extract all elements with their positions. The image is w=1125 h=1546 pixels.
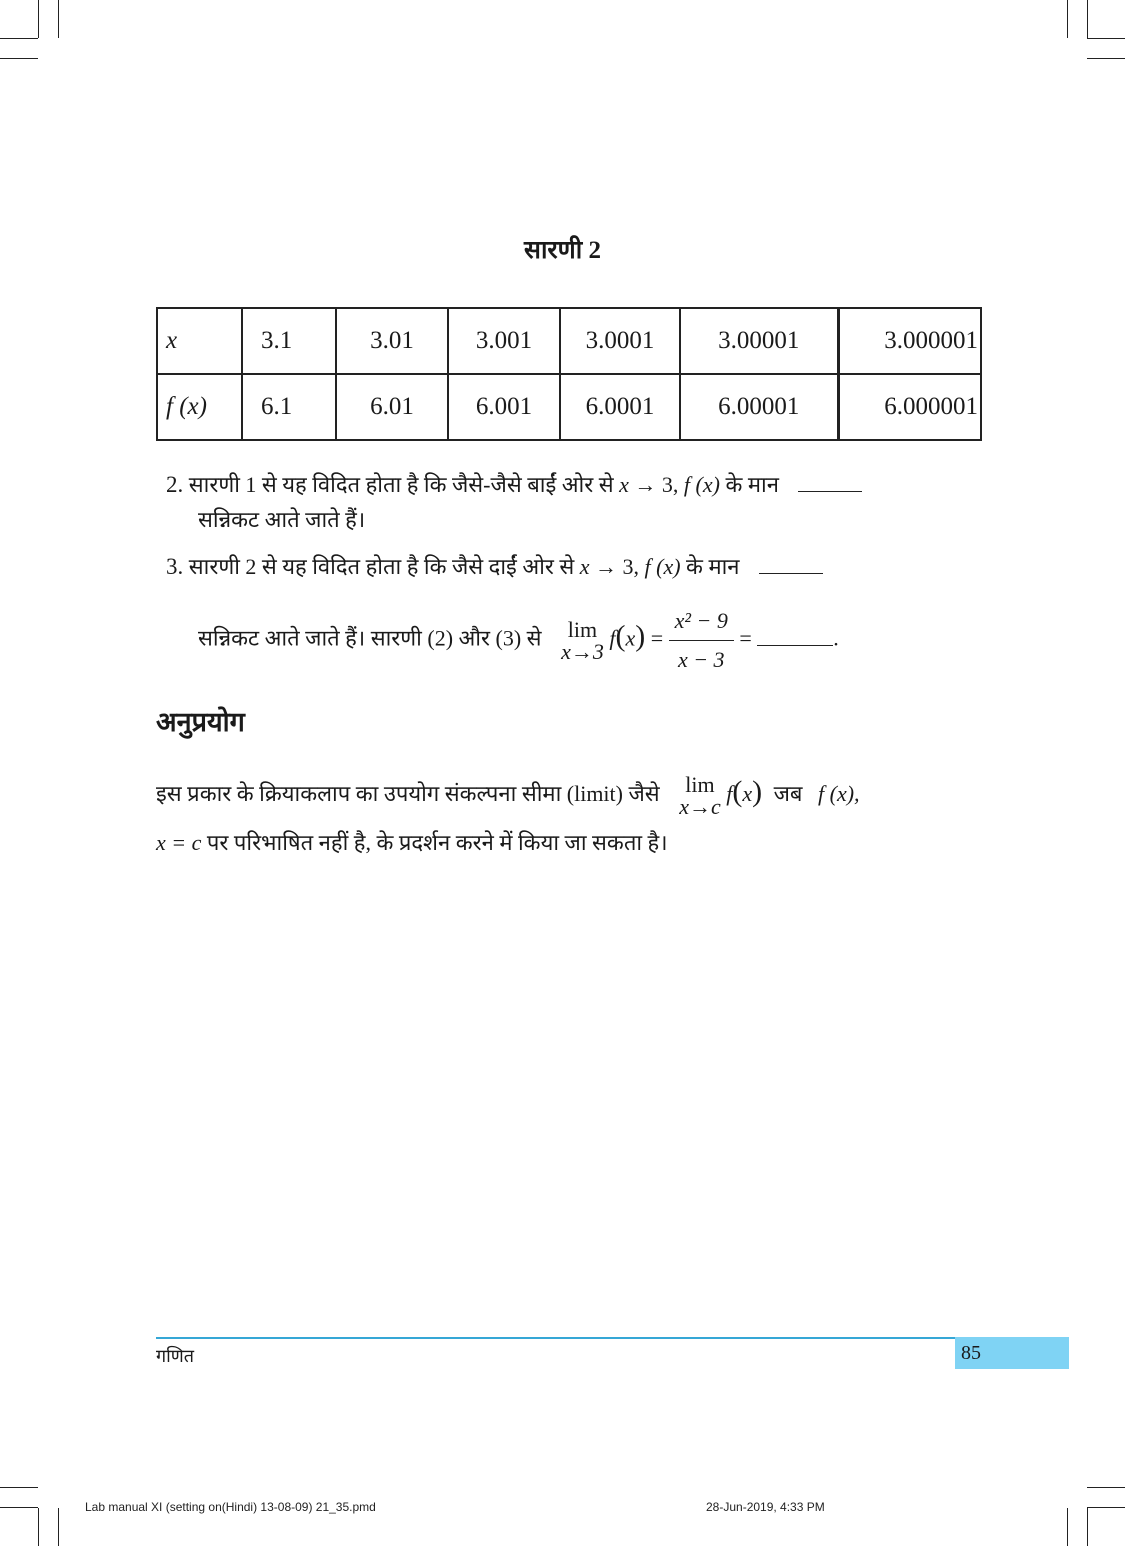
crop-mark <box>38 1508 39 1546</box>
footer-subject: गणित <box>156 1346 195 1366</box>
page-number: 85 <box>955 1337 1069 1369</box>
fill-blank <box>757 625 833 646</box>
item-text: के मान <box>725 472 779 497</box>
table-cell: 3.00001 <box>680 308 838 374</box>
section-title: अनुप्रयोग <box>156 707 245 737</box>
values-table <box>156 307 982 441</box>
file-slug: Lab manual XI (setting on(Hindi) 13-08-09) 21_35.pmd <box>85 1500 376 1514</box>
crop-mark <box>58 0 59 38</box>
fill-blank <box>798 471 862 492</box>
table-cell: 6.000001 <box>838 374 981 440</box>
fraction-denominator: x − 3 <box>677 647 725 672</box>
math-expression: x = c <box>156 830 202 855</box>
crop-mark <box>0 38 38 39</box>
crop-mark <box>1087 1508 1088 1546</box>
table-cell: x <box>157 308 242 374</box>
limit-expression <box>679 774 721 818</box>
crop-mark <box>0 1487 38 1488</box>
crop-mark <box>38 0 39 38</box>
table-cell: 3.000001 <box>838 308 981 374</box>
crop-mark <box>1087 0 1088 38</box>
math-variable: x <box>625 625 636 651</box>
table-cell: 3.1 <box>242 308 336 374</box>
crop-mark <box>1067 0 1068 38</box>
item-number: 3. <box>166 554 184 579</box>
body-text: इस प्रकार के क्रियाकलाप का उपयोग संकल्पना सीमा (limit) जैसे <box>156 781 660 807</box>
fraction-numerator: x² − 9 <box>669 604 734 641</box>
item-number: 2. <box>166 472 184 497</box>
limit-expression <box>561 616 604 664</box>
period: . <box>833 625 839 651</box>
item-text: सारणी 2 से यह विदित होता है कि जैसे दाईं ओर से <box>188 554 575 579</box>
item-text: सारणी 1 से यह विदित होता है कि जैसे-जैसे बाईं ओर से <box>188 472 614 497</box>
math-function: f (x) <box>683 472 720 497</box>
lim-word: lim <box>685 772 715 797</box>
fraction <box>669 604 734 677</box>
math-arrow: → 3, <box>595 554 640 579</box>
math-arrow: → 3, <box>634 472 679 497</box>
item-text: सन्निकट आते जाते हैं। सारणी (2) और (3) से <box>198 625 542 651</box>
table-cell: 6.00001 <box>680 374 838 440</box>
lim-subscript: x→3 <box>561 638 604 664</box>
item-text: के मान <box>686 554 740 579</box>
math-function: f (x) <box>644 554 681 579</box>
item-2-line-2: सन्निकट आते जाते हैं। <box>198 507 366 532</box>
application-line-2 <box>156 826 668 860</box>
table-cell: 3.001 <box>448 308 560 374</box>
table-cell: 6.001 <box>448 374 560 440</box>
math-function: f (x), <box>818 781 860 807</box>
lim-subscript: x→c <box>679 794 721 819</box>
equals-sign: = <box>739 625 752 651</box>
fill-blank <box>759 553 823 574</box>
table-row <box>157 374 981 440</box>
math-variable: x <box>579 554 590 579</box>
table-cell: f (x) <box>157 374 242 440</box>
date-slug: 28-Jun-2019, 4:33 PM <box>706 1500 825 1514</box>
table-cell: 6.0001 <box>560 374 680 440</box>
item-2-line-1 <box>166 468 862 502</box>
math-variable: x <box>619 472 629 497</box>
equals-sign: = <box>650 625 664 651</box>
crop-mark <box>1087 58 1125 59</box>
crop-mark <box>1067 1508 1068 1546</box>
math-variable: x <box>742 781 753 807</box>
application-line-1: इस प्रकार के क्रियाकलाप का उपयोग संकल्पना सीमा (limit) जैसे lim x→c f(x) जब f (x), <box>156 772 860 819</box>
lim-word: lim <box>567 616 598 642</box>
table-cell: 3.0001 <box>560 308 680 374</box>
item-3-line-2: सन्निकट आते जाते हैं। सारणी (2) और (3) से lim x→3 f(x) = $\frac{\text{x² − 9}}{x - 3}$ = . <box>198 604 839 677</box>
table-row <box>157 308 981 374</box>
table-title: सारणी 2 <box>524 237 601 264</box>
crop-mark <box>58 1508 59 1546</box>
math-function: f <box>609 625 616 651</box>
crop-mark <box>0 1507 38 1508</box>
crop-mark <box>0 58 38 59</box>
table-cell: 6.01 <box>336 374 448 440</box>
body-text: जब <box>773 781 803 807</box>
item-3-line-1 <box>166 550 823 584</box>
table-cell: 3.01 <box>336 308 448 374</box>
crop-mark <box>1087 1507 1125 1508</box>
table-cell: 6.1 <box>242 374 336 440</box>
body-text: पर परिभाषित नहीं है, के प्रदर्शन करने में किया जा सकता है। <box>206 830 668 855</box>
math-function: f <box>726 781 733 807</box>
footer-rule <box>156 1337 956 1339</box>
crop-mark <box>1087 38 1125 39</box>
crop-mark <box>1087 1487 1125 1488</box>
